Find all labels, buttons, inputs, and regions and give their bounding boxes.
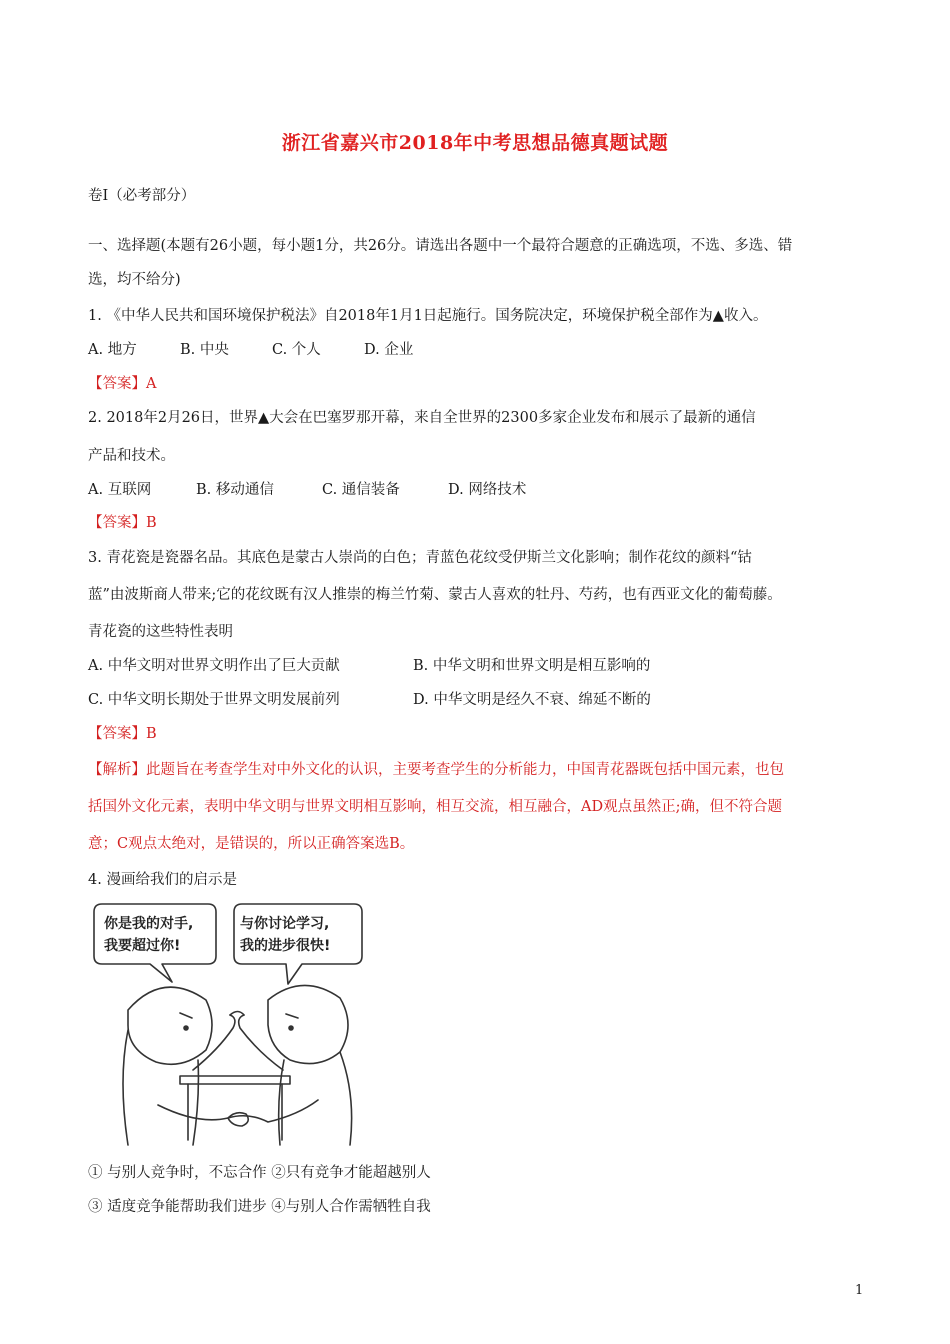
handshake-arms — [158, 1100, 318, 1122]
question-3-options-row2 — [88, 690, 651, 710]
volume-heading: 卷Ⅰ（必考部分） — [88, 188, 196, 204]
table-legs — [188, 1084, 282, 1140]
handshake-hands — [228, 1113, 248, 1126]
option-b: B. 移动通信 — [196, 482, 274, 498]
option-a: A. 中华文明对世界文明作出了巨大贡献 — [88, 658, 340, 674]
option-c: C. 通信装备 — [322, 482, 400, 498]
left-body — [123, 1030, 128, 1145]
option-b: B. 中华文明和世界文明是相互影响的 — [413, 658, 651, 674]
question-3-stem-line3: 青花瓷的这些特性表明 — [88, 624, 233, 640]
answer-value: A — [146, 376, 157, 392]
right-head — [268, 985, 348, 1063]
table-top — [180, 1076, 290, 1084]
option-d: D. 网络技术 — [448, 482, 527, 498]
answer-label: 【答案】 — [88, 726, 146, 742]
question-1-stem: 1. 《中华人民共和国环境保护税法》自2018年1月1日起施行。国务院决定，环境保护税全部作为▲收入。 — [88, 308, 768, 324]
option-c: C. 中华文明长期处于世界文明发展前列 — [88, 692, 340, 708]
question-1-options — [88, 340, 413, 360]
option-d: D. 中华文明是经久不衰、绵延不断的 — [413, 692, 651, 708]
section-intro-line2: 选，均不给分) — [88, 272, 181, 288]
question-3-analysis-line2: 括国外文化元素，表明中华文明与世界文明相互影响，相互交流，相互融合，AD观点虽然正;确，但不符合题 — [88, 799, 782, 815]
cartoon-illustration — [88, 900, 366, 1150]
question-4-stem: 4. 漫画给我们的启示是 — [88, 872, 237, 888]
question-3-answer — [88, 724, 157, 744]
question-3-analysis-line3: 意；C观点太绝对，是错误的，所以正确答案选B。 — [88, 836, 415, 852]
answer-value: B — [146, 515, 157, 531]
question-3-analysis-line1 — [88, 760, 784, 780]
analysis-text: 此题旨在考查学生对中外文化的认识，主要考查学生的分析能力，中国青花器既包括中国元素，也包 — [146, 762, 784, 778]
section-intro-line1: 一、选择题(本题有26小题，每小题1分，共26分。请选出各题中一个最符合题意的正确选项，不选、多选、错 — [88, 238, 793, 254]
page-title: 浙江省嘉兴市2018年中考思想品德真题试题 — [281, 132, 669, 154]
question-2-stem-line1: 2. 2018年2月26日，世界▲大会在巴塞罗那开幕，来自全世界的2300多家企业发布和展示了最新的通信 — [88, 410, 756, 426]
question-2-answer — [88, 513, 157, 533]
question-3-options-row1 — [88, 656, 650, 676]
right-body — [340, 1052, 352, 1145]
option-b: B. 中央 — [180, 342, 229, 358]
question-4-choices-row2: ③ 适度竞争能帮助我们进步 ④与别人合作需牺牲自我 — [88, 1199, 431, 1215]
answer-label: 【答案】 — [88, 515, 146, 531]
right-arm — [239, 1015, 283, 1070]
question-4-choices-row1: ① 与别人竞争时，不忘合作 ②只有竞争才能超越别人 — [88, 1165, 431, 1181]
answer-value: B — [146, 726, 157, 742]
option-a: A. 互联网 — [88, 482, 152, 498]
question-3-stem-line1: 3. 青花瓷是瓷器名品。其底色是蒙古人崇尚的白色；青蓝色花纹受伊斯兰文化影响；制作花纹的颜料“钴 — [88, 550, 752, 566]
question-1-answer — [88, 374, 156, 394]
option-d: D. 企业 — [364, 342, 414, 358]
page-number: 1 — [855, 1283, 864, 1298]
question-3-stem-line2: 蓝”由波斯商人带来;它的花纹既有汉人推崇的梅兰竹菊、蒙古人喜欢的牡丹、芍药，也有西亚文化的葡萄藤。 — [88, 587, 782, 603]
question-2-options — [88, 480, 526, 500]
bubble-right-line1: 与你讨论学习, — [240, 916, 330, 932]
bubble-left-line2: 我要超过你! — [104, 938, 181, 954]
left-arm — [193, 1015, 235, 1070]
option-a: A. 地方 — [88, 342, 137, 358]
answer-label: 【答案】 — [88, 376, 146, 392]
question-2-stem-line2: 产品和技术。 — [88, 448, 175, 464]
analysis-label: 【解析】 — [88, 762, 146, 778]
left-head — [128, 987, 212, 1064]
bubble-right-line2: 我的进步很快! — [240, 938, 331, 954]
bubble-left-line1: 你是我的对手, — [104, 916, 194, 932]
option-c: C. 个人 — [272, 342, 321, 358]
